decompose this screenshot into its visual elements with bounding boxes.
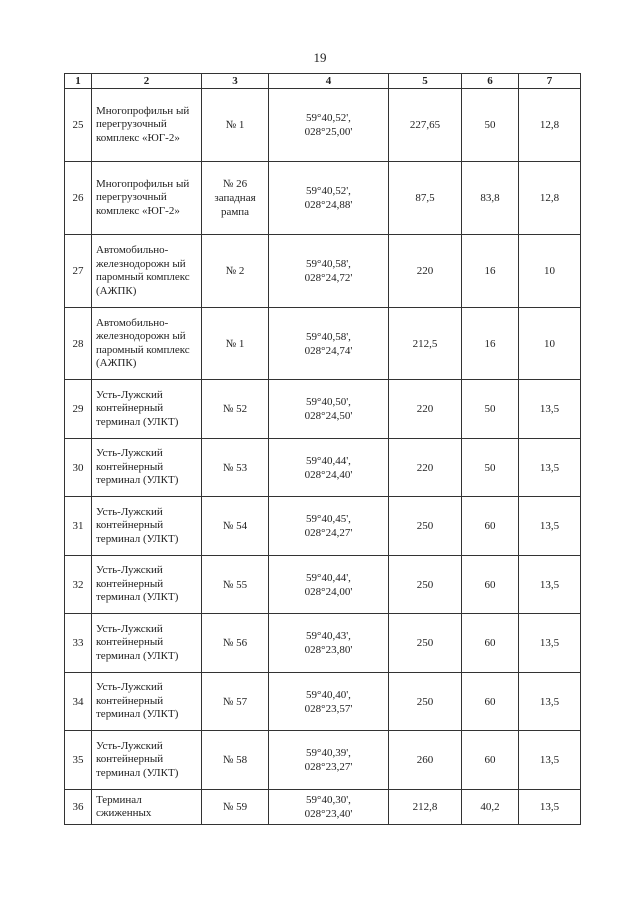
value-col7: 12,8	[519, 162, 581, 235]
coordinates-cell	[269, 162, 389, 235]
table-row	[65, 380, 581, 439]
terminal-name: Усть-Лужский контейнерный терминал (УЛКТ)	[92, 439, 202, 497]
value-col5: 227,65	[389, 89, 462, 162]
longitude: 028°23,57'	[304, 702, 353, 715]
page-number: 19	[313, 50, 327, 65]
value-col6: 50	[462, 439, 519, 497]
value-col7: 13,5	[519, 673, 581, 731]
latitude: 59°40,40',	[306, 688, 351, 701]
value-col7: 13,5	[519, 556, 581, 614]
latitude: 59°40,52',	[306, 112, 351, 124]
latitude: 59°40,58',	[306, 258, 351, 270]
table-row	[65, 673, 581, 731]
coordinates-cell	[269, 556, 389, 614]
value-col7: 10	[519, 235, 581, 308]
value-col5: 250	[389, 556, 462, 614]
terminal-name: Многопрофильн ый перегрузочный комплекс «ЮГ-2»	[92, 89, 202, 162]
value-col6: 60	[462, 556, 519, 614]
longitude: 028°25,00'	[304, 126, 353, 138]
coordinates-cell	[269, 497, 389, 556]
row-number: 26	[65, 162, 92, 235]
value-col7: 13,5	[519, 731, 581, 790]
berth-number: № 1	[202, 308, 269, 380]
column-header: 6	[462, 74, 519, 89]
longitude: 028°24,40'	[304, 468, 353, 481]
berth-number: № 59	[202, 790, 269, 825]
value-col7: 13,5	[519, 614, 581, 673]
column-header: 2	[92, 74, 202, 89]
longitude: 028°24,00'	[304, 585, 353, 598]
latitude: 59°40,30',	[306, 794, 351, 806]
longitude: 028°24,27'	[304, 527, 353, 539]
value-col5: 260	[389, 731, 462, 790]
latitude: 59°40,50',	[306, 396, 351, 408]
value-col7: 13,5	[519, 380, 581, 439]
value-col5: 250	[389, 497, 462, 556]
longitude: 028°24,88'	[304, 199, 353, 211]
terminal-name: Усть-Лужский контейнерный терминал (УЛКТ)	[92, 731, 202, 790]
row-number: 34	[65, 673, 92, 731]
value-col7: 10	[519, 308, 581, 380]
table-row	[65, 439, 581, 497]
table-row	[65, 308, 581, 380]
coordinates-cell	[269, 380, 389, 439]
coordinates-cell	[269, 89, 389, 162]
terminal-name: Усть-Лужский контейнерный терминал (УЛКТ)	[92, 673, 202, 731]
terminal-name: Усть-Лужский контейнерный терминал (УЛКТ)	[92, 380, 202, 439]
berth-number: № 55	[202, 556, 269, 614]
value-col6: 60	[462, 731, 519, 790]
row-number: 32	[65, 556, 92, 614]
column-header: 5	[389, 74, 462, 89]
value-col5: 212,8	[389, 790, 462, 825]
longitude: 028°24,50'	[304, 410, 353, 422]
table-row	[65, 497, 581, 556]
row-number: 29	[65, 380, 92, 439]
value-col5: 250	[389, 614, 462, 673]
terminal-name: Усть-Лужский контейнерный терминал (УЛКТ)	[92, 497, 202, 556]
header-row	[65, 74, 581, 89]
value-col5: 212,5	[389, 308, 462, 380]
coordinates-cell	[269, 731, 389, 790]
value-col7: 13,5	[519, 790, 581, 825]
coordinates-cell	[269, 790, 389, 825]
berth-number: № 26 западная рампа	[202, 162, 269, 235]
latitude: 59°40,39',	[306, 747, 351, 759]
column-header: 3	[202, 74, 269, 89]
berth-number: № 1	[202, 89, 269, 162]
terminal-name: Усть-Лужский контейнерный терминал (УЛКТ)	[92, 614, 202, 673]
value-col5: 87,5	[389, 162, 462, 235]
table-row	[65, 556, 581, 614]
longitude: 028°23,27'	[304, 761, 353, 773]
row-number: 25	[65, 89, 92, 162]
coordinates-cell	[269, 439, 389, 497]
value-col6: 50	[462, 89, 519, 162]
berth-number: № 52	[202, 380, 269, 439]
value-col5: 220	[389, 380, 462, 439]
value-col5: 250	[389, 673, 462, 731]
value-col6: 60	[462, 497, 519, 556]
row-number: 36	[65, 790, 92, 825]
berth-number: № 53	[202, 439, 269, 497]
column-header: 7	[519, 74, 581, 89]
latitude: 59°40,44',	[306, 571, 351, 584]
terminal-name: Автомобильно-железнодорожн ый паромный комплекс (АЖПК)	[92, 235, 202, 308]
longitude: 028°23,40'	[304, 808, 353, 820]
row-number: 31	[65, 497, 92, 556]
berth-number: № 58	[202, 731, 269, 790]
value-col6: 60	[462, 614, 519, 673]
value-col6: 16	[462, 308, 519, 380]
row-number: 27	[65, 235, 92, 308]
column-header: 1	[65, 74, 92, 89]
table-row	[65, 731, 581, 790]
coordinates-cell	[269, 614, 389, 673]
berth-number: № 2	[202, 235, 269, 308]
terminal-name: Многопрофильн ый перегрузочный комплекс «ЮГ-2»	[92, 162, 202, 235]
value-col6: 50	[462, 380, 519, 439]
value-col6: 16	[462, 235, 519, 308]
table-row	[65, 89, 581, 162]
berth-table	[64, 73, 581, 825]
coordinates-cell	[269, 673, 389, 731]
row-number: 28	[65, 308, 92, 380]
value-col6: 60	[462, 673, 519, 731]
latitude: 59°40,58',	[306, 330, 351, 343]
table-row	[65, 235, 581, 308]
column-header: 4	[269, 74, 389, 89]
value-col5: 220	[389, 235, 462, 308]
value-col6: 40,2	[462, 790, 519, 825]
value-col7: 12,8	[519, 89, 581, 162]
value-col7: 13,5	[519, 439, 581, 497]
value-col7: 13,5	[519, 497, 581, 556]
row-number: 33	[65, 614, 92, 673]
longitude: 028°23,80'	[304, 644, 353, 656]
value-col6: 83,8	[462, 162, 519, 235]
longitude: 028°24,72'	[304, 272, 353, 284]
coordinates-cell	[269, 235, 389, 308]
coordinates-cell	[269, 308, 389, 380]
latitude: 59°40,43',	[306, 630, 351, 642]
table-row	[65, 614, 581, 673]
berth-number: № 57	[202, 673, 269, 731]
latitude: 59°40,44',	[306, 454, 351, 467]
table-row	[65, 162, 581, 235]
berth-number: № 56	[202, 614, 269, 673]
latitude: 59°40,52',	[306, 185, 351, 197]
terminal-name: Автомобильно-железнодорожн ый паромный комплекс (АЖПК)	[92, 308, 202, 380]
value-col5: 220	[389, 439, 462, 497]
terminal-name: Усть-Лужский контейнерный терминал (УЛКТ)	[92, 556, 202, 614]
row-number: 30	[65, 439, 92, 497]
row-number: 35	[65, 731, 92, 790]
longitude: 028°24,74'	[304, 344, 353, 357]
latitude: 59°40,45',	[306, 513, 351, 525]
table-row	[65, 790, 581, 825]
terminal-name: Терминал сжиженных	[92, 790, 202, 825]
berth-number: № 54	[202, 497, 269, 556]
